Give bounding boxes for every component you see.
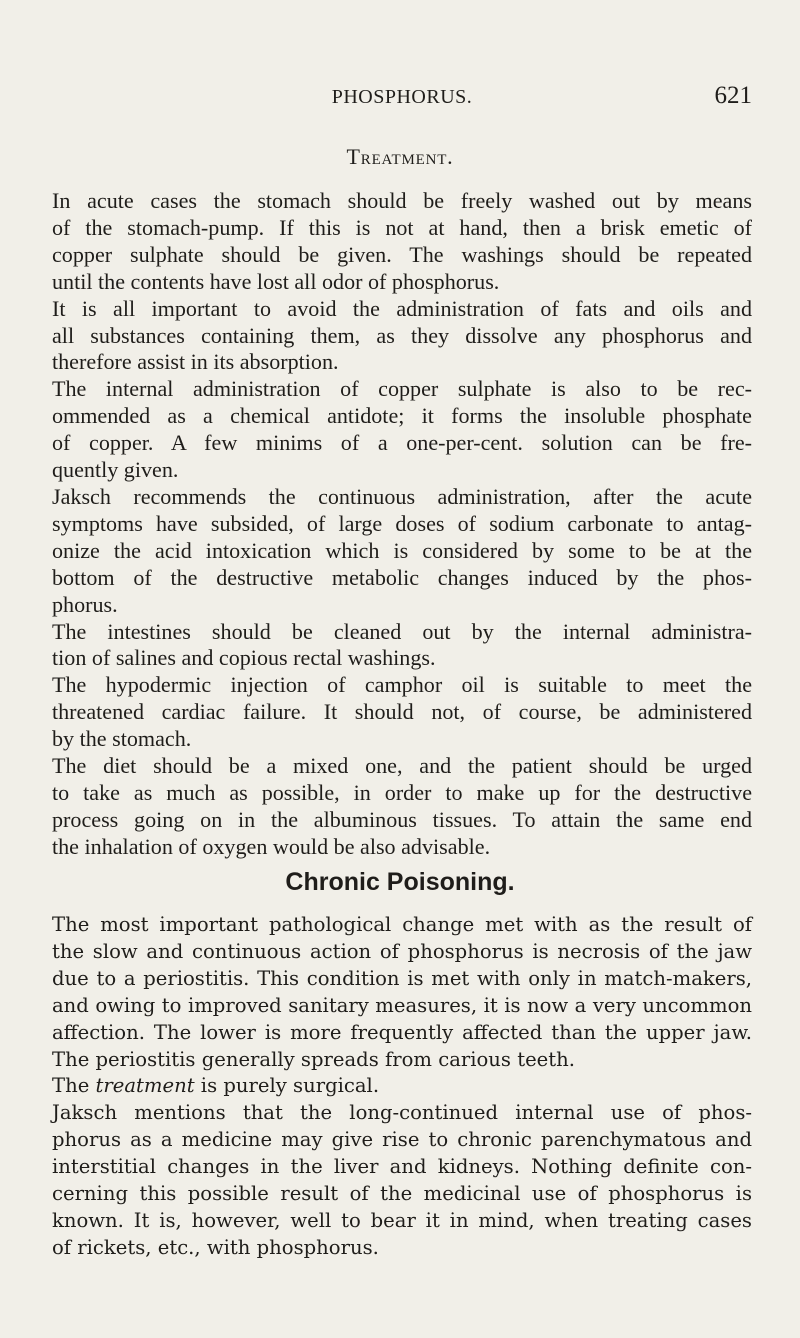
treatment-line: threatened cardiac failure. It should not, of course, be administered — [52, 699, 752, 725]
chronic-line: the slow and continuous action of phosphorus is necrosis of the jaw — [52, 939, 752, 963]
treatment-line: ommended as a chemical antidote; it forms the insoluble phosphate — [52, 403, 752, 429]
treatment-line: of copper. A few minims of a one-per-cent. solution can be fre- — [52, 430, 752, 456]
chronic-line: cerning this possible result of the medicinal use of phosphorus is — [52, 1182, 752, 1206]
chronic-line: phorus as a medicine may give rise to chronic parenchymatous and — [52, 1128, 752, 1152]
treatment-line: onize the acid intoxication which is considered by some to be at the — [52, 537, 752, 563]
running-title: PHOSPHORUS. — [331, 86, 473, 108]
chronic-line: affection. The lower is more frequently affected than the upper jaw. — [52, 1020, 752, 1044]
running-head — [52, 82, 752, 116]
treatment-line: the inhalation of oxygen would be also advisable. — [52, 833, 491, 859]
treatment-line: The hypodermic injection of camphor oil is suitable to meet the — [52, 672, 752, 698]
treatment-line: The intestines should be cleaned out by the internal administra- — [52, 618, 752, 644]
line-text-post: is purely surgical. — [194, 1074, 380, 1098]
chronic-poisoning-heading: Chronic Poisoning. — [285, 868, 515, 896]
treatment-line: to take as much as possible, in order to make up for the destructive — [52, 779, 752, 805]
chronic-line: The most important pathological change met with as the result of — [52, 913, 752, 936]
treatment-line: of the stomach-pump. If this is not at hand, then a brisk emetic of — [52, 214, 752, 240]
page-number: 621 — [714, 82, 752, 109]
treatment-line: bottom of the destructive metabolic changes induced by the phos- — [52, 564, 752, 590]
chronic-line: interstitial changes in the liver and kidneys. Nothing definite con- — [52, 1155, 752, 1179]
treatment-line: phorus. — [52, 591, 118, 617]
treatment-line: therefore assist in its absorption. — [52, 349, 339, 375]
chronic-line: Jaksch mentions that the long-continued internal use of phos- — [52, 1101, 752, 1125]
treatment-heading: Treatment. — [346, 144, 454, 169]
treatment-line: It is all important to avoid the administration of fats and oils and — [52, 295, 752, 321]
chronic-line — [52, 1073, 752, 1100]
treatment-line: Jaksch recommends the continuous administration, after the acute — [52, 483, 752, 509]
treatment-line: by the stomach. — [52, 726, 192, 752]
treatment-line: In acute cases the stomach should be freely washed out by means — [52, 188, 752, 213]
treatment-line: tion of salines and copious rectal washings. — [52, 645, 436, 671]
chronic-line: of rickets, etc., with phosphorus. — [52, 1235, 379, 1259]
treatment-line: symptoms have subsided, of large doses of sodium carbonate to antag- — [52, 510, 752, 536]
treatment-line: quently given. — [52, 457, 179, 483]
italic-word: treatment — [95, 1074, 195, 1098]
chronic-line: and owing to improved sanitary measures, it is now a very uncommon — [52, 993, 752, 1017]
treatment-line: copper sulphate should be given. The washings should be repeated — [52, 241, 752, 267]
chronic-line: due to a periostitis. This condition is met with only in match-makers, — [52, 966, 752, 990]
treatment-line: until the contents have lost all odor of phosphorus. — [52, 268, 500, 294]
treatment-line: The internal administration of copper sulphate is also to be rec- — [52, 376, 752, 402]
chronic-line: known. It is, however, well to bear it in mind, when treating cases — [52, 1208, 752, 1232]
treatment-line: all substances containing them, as they dissolve any phosphorus and — [52, 322, 752, 348]
chronic-poisoning-section — [52, 912, 752, 1262]
treatment-section — [52, 188, 752, 861]
chronic-line: The periostitis generally spreads from carious teeth. — [52, 1047, 575, 1071]
treatment-line: process going on in the albuminous tissues. To attain the same end — [52, 806, 752, 832]
line-text-pre: The — [52, 1074, 96, 1098]
treatment-line: The diet should be a mixed one, and the patient should be urged — [52, 753, 752, 779]
